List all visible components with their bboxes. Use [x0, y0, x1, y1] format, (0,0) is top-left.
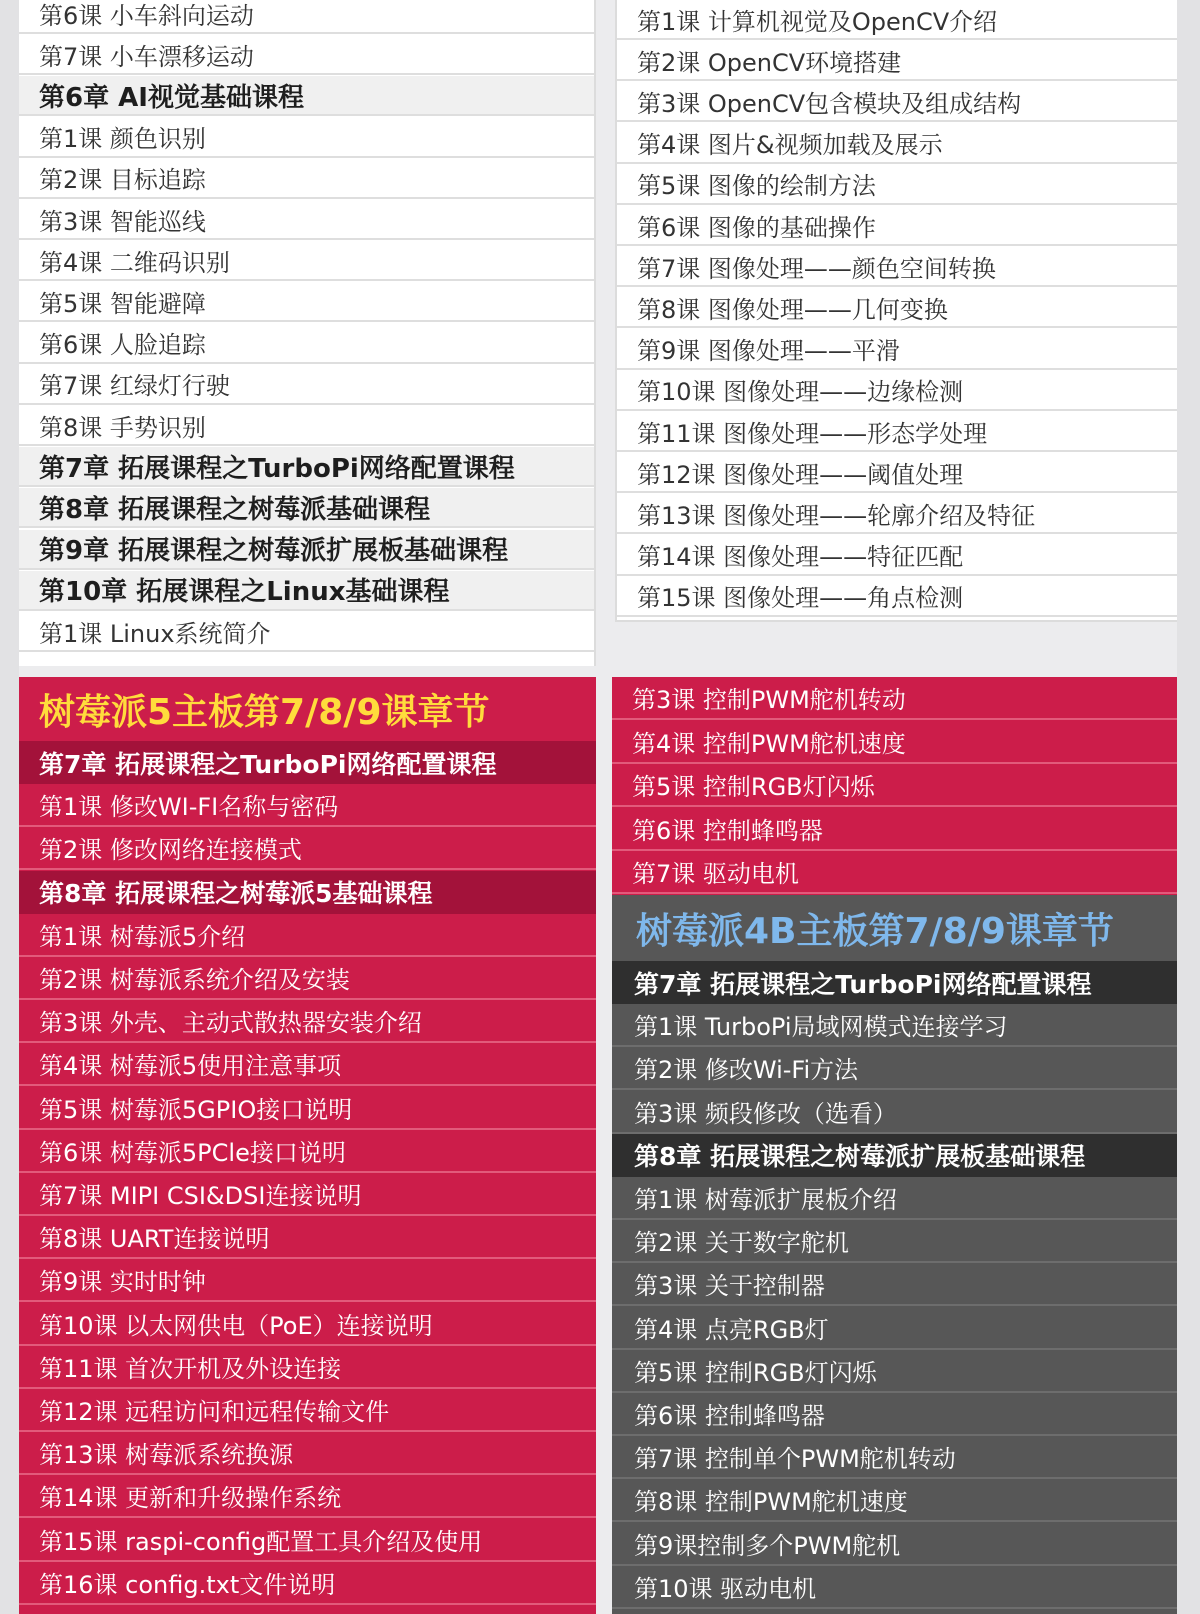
- lesson-item: 第1课 Linux系统简介: [19, 612, 594, 652]
- pi4b-panel-title: 树莓派4B主板第7/8/9课章节: [636, 910, 1114, 952]
- lesson-item: 第13课 图像处理——轮廓介绍及特征: [617, 494, 1177, 534]
- lesson-item: 第7课 控制单个PWM舵机转动: [612, 1436, 1177, 1479]
- lesson-item: 第1课 计算机视觉及OpenCV介绍: [617, 0, 1177, 40]
- lesson-item: 第14课 更新和升级操作系统: [19, 1475, 596, 1518]
- lesson-item: 第11课 图像处理——形态学处理: [617, 412, 1177, 452]
- lesson-item: 第2课 关于数字舵机: [612, 1220, 1177, 1263]
- lesson-item: 第5课 智能避障: [19, 282, 594, 322]
- lesson-item: 第1课 树莓派扩展板介绍: [612, 1177, 1177, 1220]
- lesson-item: 第5课 树莓派5GPIO接口说明: [19, 1087, 596, 1130]
- lesson-item: 第1课 树莓派5介绍: [19, 914, 596, 957]
- lesson-item: 第15课 图像处理——角点检测: [617, 577, 1177, 617]
- lesson-item: 第8课 图像处理——几何变换: [617, 288, 1177, 328]
- lesson-item: 第6课 树莓派5PCle接口说明: [19, 1130, 596, 1173]
- lesson-item: 第8课 控制PWM舵机速度: [612, 1479, 1177, 1522]
- lesson-item: 第6课 图像的基础操作: [617, 206, 1177, 246]
- chapter-heading: 第6章 AI视觉基础课程: [19, 76, 594, 116]
- lesson-item: 第4课 图片&视频加载及展示: [617, 124, 1177, 164]
- lesson-item: 第10课 驱动电机: [612, 1566, 1177, 1609]
- lesson-item: 第1课 TurboPi局域网模式连接学习: [612, 1004, 1177, 1047]
- lesson-item: 第3课 智能巡线: [19, 200, 594, 240]
- raspberry-pi5-continued-panel: [612, 677, 1177, 895]
- raspberry-pi4b-chapter-panel: [612, 895, 1177, 1614]
- lesson-item: 第5课 控制RGB灯闪烁: [612, 1350, 1177, 1393]
- lesson-item: 第7课 小车漂移运动: [19, 35, 594, 75]
- chapter-heading: 第10章 拓展课程之Linux基础课程: [19, 571, 594, 611]
- lesson-item: 第4课 二维码识别: [19, 241, 594, 281]
- lesson-item: 第7课 红绿灯行驶: [19, 365, 594, 405]
- lesson-item: 第6课 小车斜向运动: [19, 0, 594, 34]
- lesson-item: 第12课 远程访问和远程传输文件: [19, 1389, 596, 1432]
- chapter-heading: 第7章 拓展课程之TurboPi网络配置课程: [19, 741, 596, 784]
- lesson-item: 第9课 图像处理——平滑: [617, 330, 1177, 370]
- right-margin: [1177, 0, 1200, 1614]
- lesson-item: 第2课 目标追踪: [19, 159, 594, 199]
- lesson-item: 第5课 控制RGB灯闪烁: [612, 764, 1177, 807]
- lesson-item: 第16课 config.txt文件说明: [19, 1562, 596, 1605]
- lesson-item: 第8课 手势识别: [19, 406, 594, 446]
- lesson-item: 第10课 以太网供电（PoE）连接说明: [19, 1303, 596, 1346]
- lesson-item: 第2课 树莓派系统介绍及安装: [19, 957, 596, 1000]
- chapter-heading: 第8章 拓展课程之树莓派5基础课程: [19, 871, 596, 914]
- lesson-item: 第13课 树莓派系统换源: [19, 1432, 596, 1475]
- course-list-top-left: [19, 0, 596, 666]
- lesson-item: 第3课 控制PWM舵机转动: [612, 677, 1177, 720]
- opencv-course-list: [615, 0, 1177, 622]
- lesson-item: 第3课 外壳、主动式散热器安装介绍: [19, 1000, 596, 1043]
- lesson-item: 第2课 OpenCV环境搭建: [617, 41, 1177, 81]
- chapter-heading: 第8章 拓展课程之树莓派基础课程: [19, 488, 594, 528]
- lesson-item: 第12课 图像处理——阈值处理: [617, 453, 1177, 493]
- chapter-heading: 第7章 拓展课程之TurboPi网络配置课程: [612, 961, 1177, 1004]
- lesson-item: 第9课控制多个PWM舵机: [612, 1523, 1177, 1566]
- lesson-item: 第4课 树莓派5使用注意事项: [19, 1043, 596, 1086]
- lesson-item: 第14课 图像处理——特征匹配: [617, 536, 1177, 576]
- lesson-item: 第5课 图像的绘制方法: [617, 165, 1177, 205]
- chapter-heading: 第9章 拓展课程之树莓派扩展板基础课程: [19, 530, 594, 570]
- lesson-item: 第3课 频段修改（选看）: [612, 1091, 1177, 1134]
- lesson-item: 第2课 修改网络连接模式: [19, 827, 596, 870]
- chapter-heading: 第7章 拓展课程之TurboPi网络配置课程: [19, 447, 594, 487]
- lesson-item: 第6课 人脸追踪: [19, 324, 594, 364]
- left-margin: [0, 0, 19, 1614]
- pi5-panel-title: 树莓派5主板第7/8/9课章节: [39, 691, 490, 733]
- lesson-item: 第7课 MIPI CSI&DSI连接说明: [19, 1173, 596, 1216]
- lesson-item: 第6课 控制蜂鸣器: [612, 808, 1177, 851]
- lesson-item: 第11课 首次开机及外设连接: [19, 1346, 596, 1389]
- lesson-item: 第4课 控制PWM舵机速度: [612, 721, 1177, 764]
- lesson-item: 第8课 UART连接说明: [19, 1216, 596, 1259]
- lesson-item: 第1课 颜色识别: [19, 118, 594, 158]
- lesson-item: 第1课 修改WI-FI名称与密码: [19, 784, 596, 827]
- chapter-heading: 第8章 拓展课程之树莓派扩展板基础课程: [612, 1134, 1177, 1177]
- lesson-item: 第4课 点亮RGB灯: [612, 1307, 1177, 1350]
- lesson-item: 第2课 修改Wi-Fi方法: [612, 1047, 1177, 1090]
- lesson-item: 第3课 关于控制器: [612, 1263, 1177, 1306]
- raspberry-pi5-chapter-panel: [19, 677, 596, 1614]
- lesson-item: 第7课 图像处理——颜色空间转换: [617, 247, 1177, 287]
- lesson-item: 第15课 raspi-config配置工具介绍及使用: [19, 1519, 596, 1562]
- lesson-item: 第3课 OpenCV包含模块及组成结构: [617, 82, 1177, 122]
- lesson-item: 第7课 驱动电机: [612, 851, 1177, 894]
- lesson-item: 第10课 图像处理——边缘检测: [617, 371, 1177, 411]
- lesson-item: 第9课 实时时钟: [19, 1259, 596, 1302]
- lesson-item: 第6课 控制蜂鸣器: [612, 1393, 1177, 1436]
